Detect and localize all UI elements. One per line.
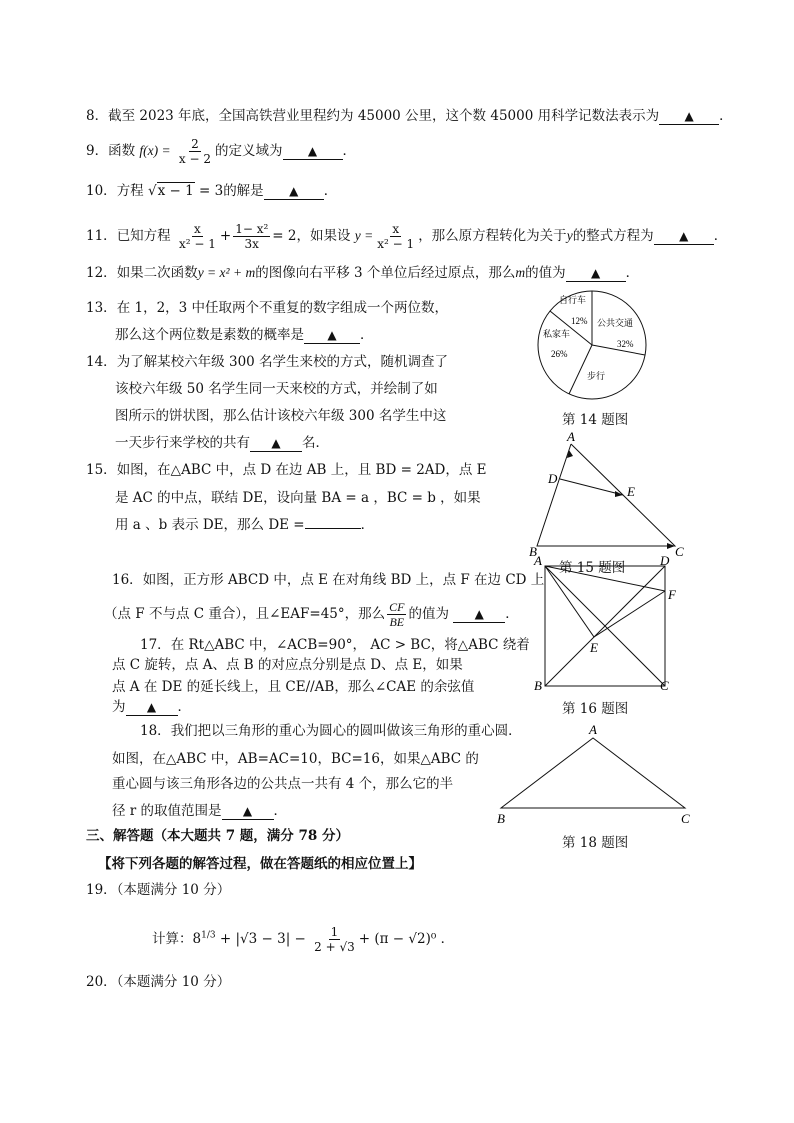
fig15-label-d: D <box>548 471 558 486</box>
figure-16-caption: 第 16 题图 <box>562 701 629 717</box>
q12-m: m <box>515 265 526 280</box>
fig15-label-e: E <box>627 484 635 499</box>
q19-base: 8 <box>192 931 202 947</box>
q11-f1-den: x² − 1 <box>178 237 216 251</box>
fig16-label-d: D <box>660 555 670 568</box>
q18-end: ． <box>273 803 288 819</box>
q17-line4-wrap <box>112 697 191 717</box>
fig18-triangle <box>501 738 685 808</box>
q16-line1: 如图，正方形 ABCD 中，点 E 在对角线 BD 上，点 F 在边 CD 上 <box>142 572 545 588</box>
q18-line1: 我们把以三角形的重心为圆心的圆叫做该三角形的重心圆． <box>170 723 522 739</box>
q17-line1: 在 Rt△ABC 中，∠ACB=90°， AC > BC，将△ABC 绕着 <box>170 637 530 653</box>
q11-f1-num: x <box>194 222 201 236</box>
q11-y: y <box>566 228 573 243</box>
pie-label-bus-pct: 32% <box>617 339 634 349</box>
fig15-segment-de <box>560 479 623 495</box>
question-15 <box>86 460 487 480</box>
q12-number: 12． <box>86 265 117 281</box>
q10-radicand: x − 1 <box>157 183 194 199</box>
question-13-line2 <box>115 325 374 345</box>
q18-line4-wrap <box>112 801 287 821</box>
triangle-figure-18 <box>493 720 698 830</box>
fig15-arrow-c-icon <box>667 543 675 549</box>
pie-chart-figure-14 <box>535 288 650 403</box>
blank-triangle-icon: ▲ <box>289 184 299 198</box>
q16-end: ． <box>505 606 519 622</box>
q19-abs: + |√3 − 3| − <box>219 931 306 947</box>
q13-line1: 在 1，2，3 中任取两个不重复的数字组成一个两位数， <box>116 300 449 316</box>
question-11 <box>86 222 727 251</box>
q9-prefix: 函数 <box>108 143 136 159</box>
question-20-header: 20．（本题满分 10 分） <box>86 974 231 990</box>
q14-line1: 为了解某校六年级 300 名学生来校的方式，随机调查了 <box>116 354 449 370</box>
pie-label-bus: 公共交通 <box>597 318 634 328</box>
fig15-label-b: B <box>529 544 537 559</box>
q10-number: 10． <box>86 183 117 199</box>
q12-end: ． <box>625 265 640 281</box>
fig16-label-f: F <box>668 587 676 602</box>
figure-14-caption: 第 14 题图 <box>562 412 629 428</box>
q11-f2-num: 1− x² <box>235 222 269 236</box>
q11-f3-num: x <box>392 222 400 236</box>
q18-number: 18． <box>140 723 171 739</box>
q10-end: ． <box>323 183 338 199</box>
pie-label-car-pct: 26% <box>551 349 568 359</box>
q13-end: ． <box>360 327 374 343</box>
q12-post: 的值为 <box>525 265 566 281</box>
blank-triangle-icon: ▲ <box>307 144 318 158</box>
q11-prefix: 已知方程 <box>116 228 171 244</box>
fig15-label-a: A <box>567 429 575 444</box>
q16-number: 16． <box>112 572 143 588</box>
q17-answer-blank[interactable] <box>126 699 178 716</box>
q9-frac-denominator: x − 2 <box>178 152 211 166</box>
q19-fraction <box>312 925 357 954</box>
q15-line3-wrap <box>115 515 374 535</box>
fig16-label-c: C <box>660 678 669 693</box>
q17-line2: 点 C 旋转，点 A、点 B 的对应点分别是点 D、点 E，如果 <box>112 657 463 673</box>
q14-number: 14． <box>86 354 117 370</box>
question-17 <box>140 635 530 655</box>
q16-frac-den: BE <box>389 615 405 629</box>
figure-18-caption: 第 18 题图 <box>562 835 629 851</box>
square-figure-16 <box>528 555 688 695</box>
fig18-label-b: B <box>497 811 505 826</box>
question-8 <box>86 106 733 126</box>
triangle-figure-15 <box>525 428 695 560</box>
blank-triangle-icon: ▲ <box>146 700 157 714</box>
blank-triangle-icon: ▲ <box>591 266 601 280</box>
q18-line3: 重心圆与该三角形各边的公共点一共有 4 个，那么它的半 <box>112 776 454 792</box>
q8-end: ． <box>719 108 733 124</box>
q14-line4-wrap <box>115 433 329 453</box>
q15-line1: 如图，在△ABC 中，点 D 在边 AB 上，且 BD = 2AD，点 E <box>116 462 487 478</box>
q11-post2: 的整式方程为 <box>572 228 654 244</box>
q9-post: 的定义域为 <box>215 143 283 159</box>
q16-frac-num: CF <box>389 600 405 614</box>
pie-label-car: 私家车 <box>543 329 571 339</box>
q11-fraction-1 <box>177 222 218 251</box>
blank-triangle-icon: ▲ <box>327 328 337 342</box>
q11-fraction-3 <box>375 222 416 251</box>
q11-end: ． <box>713 228 728 244</box>
blank-triangle-icon: ▲ <box>271 436 281 450</box>
q14-line4: 一天步行来学校的共有 <box>115 435 250 451</box>
q16-answer-blank[interactable] <box>453 606 505 623</box>
q15-line3: 用 a 、b 表示 DE，那么 DE = <box>115 517 305 533</box>
q19-tail: + (π − √2)⁰ ． <box>358 931 455 947</box>
fig16-segment-ae <box>545 566 594 637</box>
question-19-expression <box>152 925 454 954</box>
q15-number: 15． <box>86 462 117 478</box>
q10-prefix: 方程 <box>116 183 144 199</box>
fig15-triangle <box>537 444 675 546</box>
q14-end: 名． <box>302 435 329 451</box>
pie-label-walk: 步行 <box>587 371 606 381</box>
q8-number: 8． <box>86 108 109 124</box>
question-19-header: 19．（本题满分 10 分） <box>86 882 231 898</box>
q11-f2-den: 3x <box>244 237 259 251</box>
question-14 <box>86 352 448 372</box>
section-3-note: 【将下列各题的解答过程，做在答题纸的相应位置上】 <box>98 856 422 872</box>
q19-frac-num: 1 <box>330 925 339 939</box>
fig16-label-b: B <box>534 678 542 693</box>
question-18 <box>140 721 522 741</box>
blank-triangle-icon: ▲ <box>242 804 253 818</box>
q11-post: ，那么原方程转化为关于 <box>418 228 567 244</box>
fig16-label-e: E <box>590 640 598 655</box>
q16-line2: （点 F 不与点 C 重合），且∠EAF=45°，那么 <box>104 606 386 622</box>
q18-line4: 径 r 的取值范围是 <box>112 803 222 819</box>
q12-mid: 的图像向右平移 3 个单位后经过原点，那么 <box>255 265 516 281</box>
figure-15-caption: 第 15 题图 <box>559 560 626 576</box>
q9-fraction <box>177 137 213 166</box>
q11-eq: = 2，如果设 <box>272 228 351 244</box>
question-16 <box>112 570 544 590</box>
blank-triangle-icon: ▲ <box>474 607 484 621</box>
q17-number: 17． <box>140 637 171 653</box>
q12-expression: y = x² + m <box>197 265 256 280</box>
q11-fraction-2 <box>233 222 270 251</box>
question-12 <box>86 263 639 283</box>
q10-eq: = 3 <box>194 183 224 199</box>
q17-line4: 为 <box>112 699 126 715</box>
question-9 <box>86 137 356 166</box>
q15-answer-blank[interactable] <box>305 528 361 529</box>
q16-line2-wrap <box>104 600 519 629</box>
q13-number: 13． <box>86 300 117 316</box>
q11-f3-den: x² − 1 <box>377 237 415 251</box>
fig18-label-c: C <box>681 811 690 826</box>
q18-answer-blank[interactable] <box>222 803 274 820</box>
q9-frac-numerator: 2 <box>191 137 199 151</box>
q15-line2: 是 AC 的中点，联结 DE，设向量 BA = a ，BC = b ，如果 <box>115 490 481 506</box>
q9-end: ． <box>342 143 356 159</box>
q12-answer-blank[interactable] <box>566 265 626 282</box>
question-13 <box>86 298 448 318</box>
q11-answer-blank[interactable] <box>654 228 714 245</box>
q16-post: 的值为 <box>408 606 449 622</box>
blank-triangle-icon: ▲ <box>679 229 689 243</box>
q10-post: 的解是 <box>223 183 264 199</box>
q13-answer-blank[interactable] <box>304 327 360 344</box>
q17-line3: 点 A 在 DE 的延长线上，且 CE//AB，那么∠CAE 的余弦值 <box>112 679 475 695</box>
q10-answer-blank[interactable] <box>264 183 324 200</box>
q8-text: 截至 2023 年底，全国高铁营业里程约为 45000 公里，这个数 45000 用科学记数法表示为 <box>108 108 660 124</box>
q9-answer-blank[interactable] <box>283 143 343 160</box>
q11-y-eq: y = <box>354 228 374 243</box>
fig16-segment-ef <box>594 591 665 637</box>
q11-number: 11． <box>86 228 117 244</box>
q17-end: ． <box>177 699 191 715</box>
q19-prefix: 计算： <box>152 931 193 947</box>
q14-answer-blank[interactable] <box>250 435 302 452</box>
fig15-label-c: C <box>675 544 684 559</box>
q12-prefix: 如果二次函数 <box>116 265 198 281</box>
q18-line2: 如图，在△ABC 中，AB=AC=10，BC=16，如果△ABC 的 <box>112 751 479 767</box>
fig18-label-a: A <box>589 722 597 737</box>
blank-triangle-icon: ▲ <box>684 109 694 123</box>
fig16-segment-af <box>545 566 665 591</box>
pie-label-bike-pct: 12% <box>571 316 588 326</box>
q8-answer-blank[interactable] <box>659 108 719 125</box>
pie-label-bike: 自行车 <box>559 295 587 305</box>
section-3-title: 三、解答题（本大题共 7 题，满分 78 分） <box>86 828 349 844</box>
q9-number: 9． <box>86 143 109 159</box>
q14-line2: 该校六年级 50 名学生同一天来校的方式，并绘制了如 <box>115 381 438 397</box>
fig16-label-a: A <box>534 555 542 568</box>
q15-end: ． <box>360 517 375 533</box>
q19-exponent: 1/3 <box>201 930 216 941</box>
q13-line2: 那么这个两位数是素数的概率是 <box>115 327 304 343</box>
q11-plus: + <box>219 228 232 244</box>
question-10: 10．方程 √x − 1 = 3的解是 ▲ ． <box>86 183 338 199</box>
q19-frac-den: 2 + √3 <box>314 940 355 954</box>
q16-fraction <box>387 600 406 629</box>
q14-line3: 图所示的饼状图，那么估计该校六年级 300 名学生中这 <box>115 408 447 424</box>
q9-function: f(x) = <box>139 143 171 158</box>
